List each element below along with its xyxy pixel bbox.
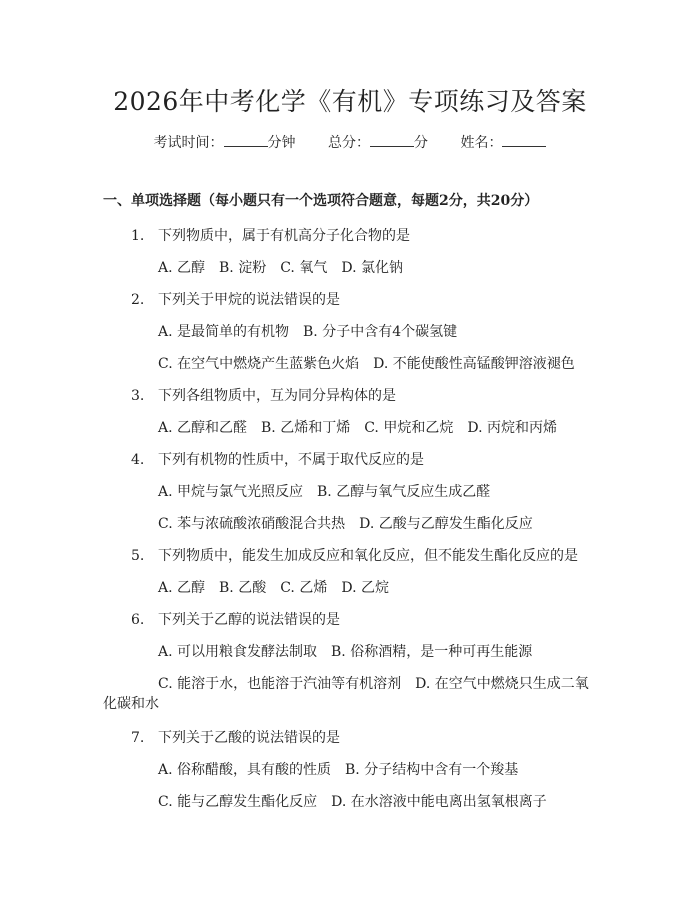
question-1-options: [158, 257, 403, 277]
option-a[interactable]: A. 乙醇和乙醛: [158, 420, 248, 436]
option-b[interactable]: B. 乙烯和丁烯: [261, 420, 351, 436]
option-d[interactable]: D. 丙烷和丙烯: [467, 420, 557, 436]
option-d[interactable]: D. 在空气中燃烧只生成二氧: [415, 676, 589, 692]
question-2-options-row-2: [158, 353, 575, 373]
question-5: [131, 545, 578, 565]
question-3: [131, 385, 396, 405]
option-a[interactable]: A. 乙醇: [158, 260, 206, 276]
question-7-options-row-1: [158, 759, 518, 779]
option-c[interactable]: C. 乙烯: [280, 580, 328, 596]
question-text: 下列关于甲烷的说法错误的是: [158, 292, 340, 308]
question-number: 4.: [131, 452, 145, 468]
option-b[interactable]: B. 乙醇与氧气反应生成乙醛: [317, 484, 491, 500]
question-number: 3.: [131, 388, 145, 404]
exam-score: [328, 132, 428, 152]
question-2-options-row-1: [158, 321, 457, 341]
option-c[interactable]: C. 在空气中燃烧产生蓝紫色火焰: [158, 356, 360, 372]
option-a[interactable]: A. 可以用粮食发酵法制取: [158, 644, 318, 660]
question-2: [131, 289, 340, 309]
time-label: 考试时间：: [153, 135, 224, 151]
option-a[interactable]: A. 俗称醋酸，具有酸的性质: [158, 762, 332, 778]
question-4-options-row-2: [158, 513, 533, 533]
question-text: 下列关于乙酸的说法错误的是: [158, 730, 340, 746]
exam-name: [460, 132, 546, 152]
option-c[interactable]: C. 甲烷和乙烷: [364, 420, 454, 436]
option-d[interactable]: D. 不能使酸性高锰酸钾溶液褪色: [373, 356, 575, 372]
question-number: 5.: [131, 548, 145, 564]
question-4-options-row-1: [158, 481, 490, 501]
name-blank[interactable]: [502, 134, 546, 147]
question-6-options-row-2: [158, 673, 589, 693]
question-number: 1.: [131, 228, 145, 244]
score-blank[interactable]: [370, 134, 414, 147]
question-1: [131, 225, 410, 245]
option-a[interactable]: A. 是最简单的有机物: [158, 324, 290, 340]
question-text: 下列关于乙醇的说法错误的是: [158, 612, 340, 628]
score-unit: 分: [414, 135, 428, 151]
question-text: 下列物质中，属于有机高分子化合物的是: [158, 228, 410, 244]
exam-meta: [0, 132, 700, 152]
question-7: [131, 727, 340, 747]
option-d[interactable]: D. 乙烷: [341, 580, 389, 596]
option-b[interactable]: B. 分子中含有4个碳氢键: [303, 324, 458, 340]
option-c[interactable]: C. 苯与浓硫酸浓硝酸混合共热: [158, 516, 346, 532]
name-label: 姓名：: [460, 135, 503, 151]
option-d[interactable]: D. 在水溶液中能电离出氢氧根离子: [331, 794, 547, 810]
option-b[interactable]: B. 乙酸: [219, 580, 267, 596]
question-4: [131, 449, 424, 469]
option-b[interactable]: B. 俗称酒精，是一种可再生能源: [331, 644, 533, 660]
question-number: 6.: [131, 612, 145, 628]
question-number: 7.: [131, 730, 145, 746]
option-d[interactable]: D. 氯化钠: [341, 260, 403, 276]
option-d-continuation: 化碳和水: [103, 696, 159, 712]
question-5-options: [158, 577, 389, 597]
section-heading: 一、单项选择题（每小题只有一个选项符合题意，每题2分，共20分）: [103, 193, 539, 209]
question-6-options-row-1: [158, 641, 532, 661]
option-a[interactable]: A. 甲烷与氯气光照反应: [158, 484, 304, 500]
question-text: 下列物质中，能发生加成反应和氧化反应，但不能发生酯化反应的是: [158, 548, 578, 564]
option-c[interactable]: C. 能与乙醇发生酯化反应: [158, 794, 318, 810]
option-c[interactable]: C. 能溶于水，也能溶于汽油等有机溶剂: [158, 676, 402, 692]
exam-time: [154, 132, 296, 152]
page-title: 2026年中考化学《有机》专项练习及答案: [113, 87, 587, 116]
option-c[interactable]: C. 氧气: [280, 260, 328, 276]
time-unit: 分钟: [267, 135, 296, 151]
time-blank[interactable]: [224, 134, 268, 147]
question-3-options: [158, 417, 557, 437]
score-label: 总分：: [328, 135, 370, 151]
question-6: [131, 609, 340, 629]
question-text: 下列各组物质中，互为同分异构体的是: [158, 388, 396, 404]
question-7-options-row-2: [158, 791, 547, 811]
option-a[interactable]: A. 乙醇: [158, 580, 206, 596]
question-number: 2.: [131, 292, 145, 308]
option-d[interactable]: D. 乙酸与乙醇发生酯化反应: [359, 516, 533, 532]
option-b[interactable]: B. 分子结构中含有一个羧基: [345, 762, 519, 778]
question-text: 下列有机物的性质中，不属于取代反应的是: [158, 452, 424, 468]
option-b[interactable]: B. 淀粉: [219, 260, 267, 276]
